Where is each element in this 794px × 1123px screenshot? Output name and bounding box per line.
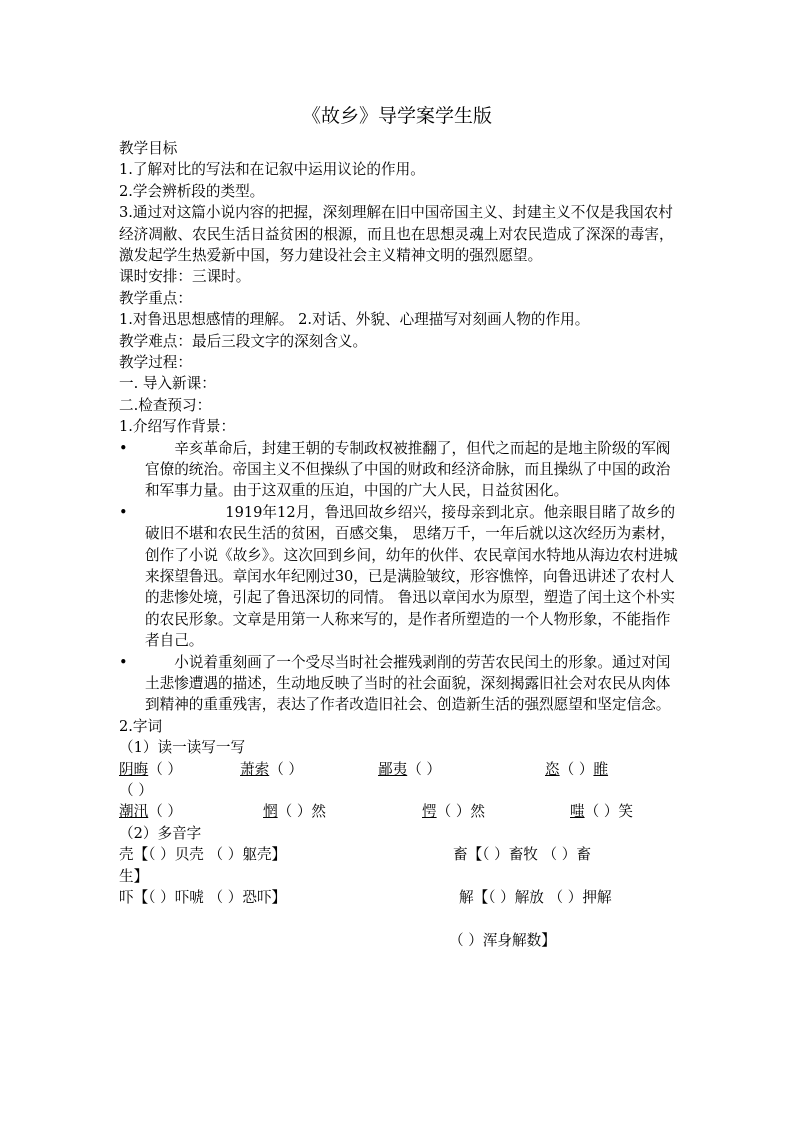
difficulty: 教学难点：最后三段文字的深刻含义。 [119, 332, 368, 350]
background-paragraph-2 [119, 502, 679, 652]
answer-blank: （ ） [148, 760, 183, 778]
key-points: 1.对鲁迅思想感情的理解。 2.对话、外貌、心理描写对刻画人物的作用。 [119, 311, 590, 329]
vocab-heading: 2.字词 [119, 717, 163, 735]
schedule: 课时安排：三课时。 [119, 268, 251, 286]
bullet-dot: • [119, 439, 128, 457]
answer-blank: （ ） [559, 760, 594, 778]
vocab-word: 嗤 [570, 803, 585, 821]
vocab-row-2 [119, 801, 679, 822]
vocab-item [240, 759, 303, 780]
vocab-word: 阴晦 [119, 760, 149, 778]
vocab-item [422, 801, 485, 822]
background-paragraph-3 [119, 652, 679, 716]
paragraph-text: 1919年12月，鲁迅回故乡绍兴，接母亲到北京。他亲眼目睹了故乡的破旧不堪和农民生活的贫困，百感交集， 思绪万千，一年后就以这次经历为素材，创作了小说《故乡》。这次回到乡间，幼年的伙伴、农民章闰水特地从海边农村进城来探望鲁迅。章闰水年纪刚过30，已是满脸皱纹，形容憔悴，向鲁迅讲述了农村人的悲惨处境，引起了鲁迅深切的同情。 鲁迅以章闰水为原型，塑造了闰土这个朴实的农民形象。文章是用第一人称来写的，是作者所塑造的一个人物形象，不能指作者自己。 [145, 503, 678, 650]
paragraph-text: 辛亥革命后，封建王朝的专制政权被推翻了，但代之而起的是地主阶级的军阀官僚的统治。帝国主义不但操纵了中国的财政和经济命脉，而且操纵了中国的政治和军事力量。由于这双重的压迫，中国的广大人民，日益贫困化。 [145, 439, 671, 500]
goal-1: 1.了解对比的写法和在记叙中运用议论的作用。 [119, 161, 425, 179]
vocab-word: 潮汛 [119, 803, 149, 821]
page-title: 《故乡》导学案学生版 [301, 105, 492, 127]
polyphone-row-2-continued: （ ）浑身解数】 [449, 931, 556, 949]
polyphone-item: 解【（ ）解放 （ ）押解 [459, 888, 612, 906]
vocab-word: 恣 [545, 760, 560, 778]
polyphone-row-1-continued: 生】 [119, 867, 149, 885]
document-body [119, 138, 679, 951]
vocab-word: 愕 [422, 803, 437, 821]
background-paragraph-1 [119, 438, 679, 502]
vocab-row-1-continued: （ ） [119, 781, 153, 799]
vocab-word: 萧索 [240, 760, 270, 778]
vocab-item [378, 759, 441, 780]
answer-blank: （ ） [148, 803, 183, 821]
answer-blank: （ ）笑 [584, 803, 634, 821]
polyphone-item: 壳【（ ）贝壳 （ ）躯壳】 [119, 846, 287, 864]
step-2: 二.检查预习： [119, 396, 212, 414]
step-1: 一. 导入新课： [119, 375, 216, 393]
polyphone-row-1 [119, 844, 679, 865]
background-heading: 1.介绍写作背景： [119, 418, 236, 436]
answer-blank: （ ） [407, 760, 442, 778]
bullet-dot: • [119, 653, 128, 671]
spacer [119, 908, 679, 929]
polyphone-item: 畜【（ ）畜牧 （ ）畜 [453, 846, 591, 864]
vocab-item [570, 801, 633, 822]
answer-blank: （ ） [269, 760, 304, 778]
answer-blank: （ ）然 [436, 803, 486, 821]
vocab-item [545, 759, 608, 780]
paragraph-text: 小说着重刻画了一个受尽当时社会摧残剥削的劳苦农民闰土的形象。通过对闰土悲惨遭遇的描述，生动地反映了当时的社会面貌，深刻揭露旧社会对农民从肉体到精神的重重残害，表达了作者改造旧社会、创造新生活的强烈愿望和坚定信念。 [145, 653, 671, 714]
vocab-item [119, 801, 182, 822]
goal-2: 2.学会辨析段的类型。 [119, 182, 265, 200]
polyphone-item: 吓【（ ）吓唬 （ ）恐吓】 [119, 888, 287, 906]
vocab-word: 鄙夷 [378, 760, 408, 778]
vocab-subheading-1: （1）读一读写一写 [119, 739, 246, 757]
vocab-word: 惘 [263, 803, 278, 821]
vocab-subheading-2: （2）多音字 [119, 824, 202, 842]
answer-blank: （ ）然 [277, 803, 327, 821]
goal-3: 3.通过对这篇小说内容的把握，深刻理解在旧中国帝国主义、封建主义不仅是我国农村经济凋敝、农民生活日益贫困的根源，而且也在思想灵魂上对农民造成了深深的毒害，激发起学生热爱新中国，努力建设社会主义精神文明的强烈愿望。 [119, 204, 674, 264]
key-heading: 教学重点： [119, 289, 192, 307]
goals-heading: 教学目标 [119, 140, 178, 157]
vocab-item [263, 801, 326, 822]
vocab-row-1 [119, 759, 679, 780]
process-heading: 教学过程： [119, 353, 192, 371]
bullet-dot: • [119, 503, 128, 521]
vocab-word: 睢 [593, 760, 609, 778]
polyphone-row-2 [119, 887, 679, 908]
vocab-item [119, 759, 182, 780]
